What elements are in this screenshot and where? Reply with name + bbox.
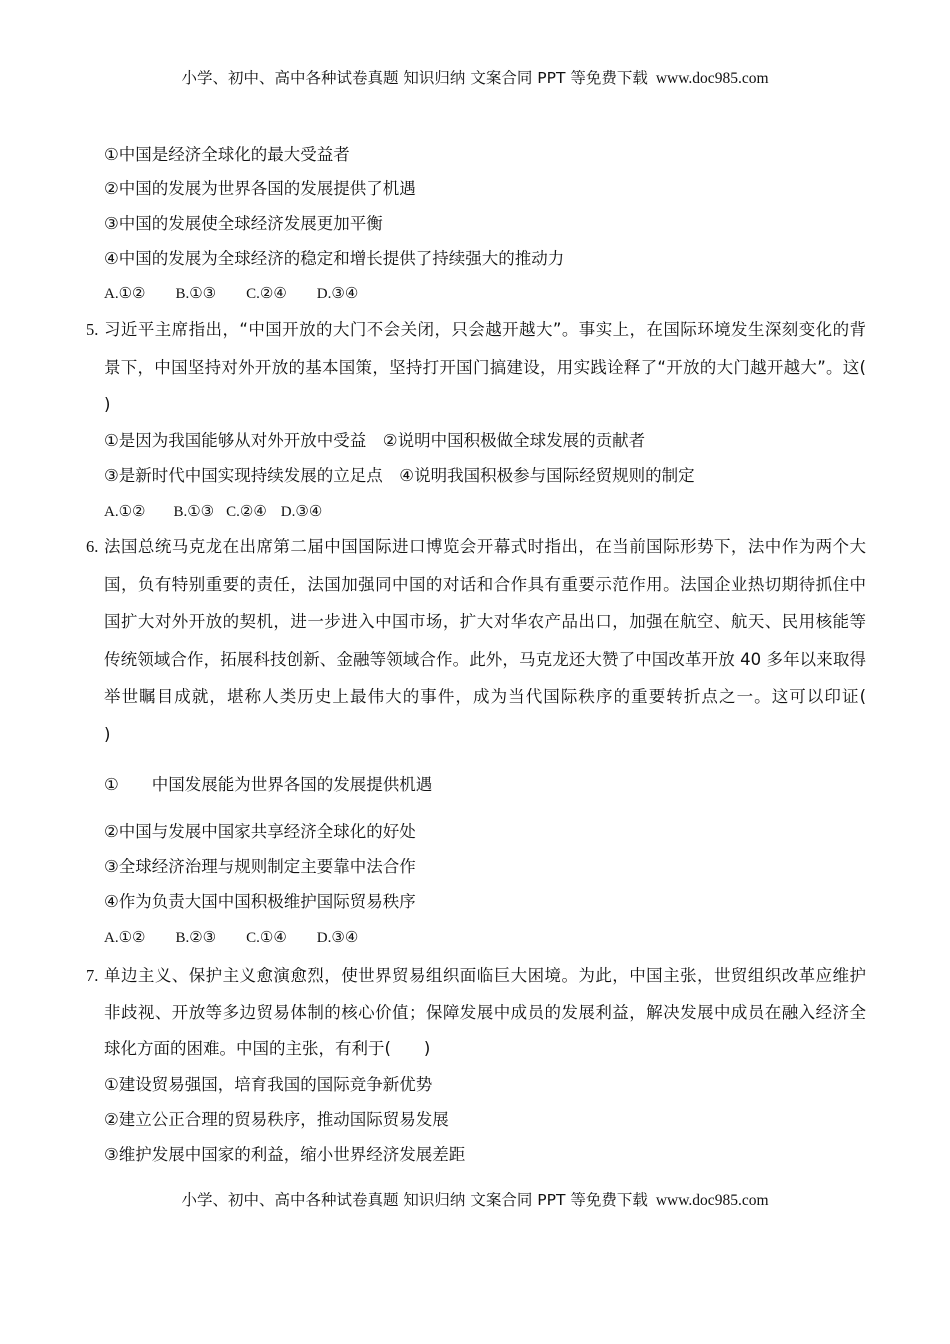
q7-line: 单边主义、保护主义愈演愈烈，使世界贸易组织面临巨大困境。为此，中国主张，世贸组织改革应维护 (104, 966, 866, 985)
q6-line: 国扩大对外开放的契机，进一步进入中国市场，扩大对华农产品出口，加强在航空、航天、民用核能等 (104, 612, 866, 631)
q6-item: ① 中国发展能为世界各国的发展提供机遇 (104, 775, 433, 794)
q4-item: ④中国的发展为全球经济的稳定和增长提供了持续强大的推动力 (104, 249, 565, 268)
q6-line: ) (104, 725, 111, 744)
page-footer: 小学、初中、高中各种试卷真题 知识归纳 文案合同 PPT 等免费下载 www.doc985.com (181, 1191, 769, 1209)
q7-line: 球化方面的困难。中国的主张，有利于( ) (104, 1039, 431, 1058)
q6-line: 传统领域合作，拓展科技创新、金融等领域合作。此外，马克龙还大赞了中国改革开放 40 多年以来取得 (104, 650, 866, 669)
q5-line: 习近平主席指出，“中国开放的大门不会关闭，只会越开越大”。事实上，在国际环境发生深刻变化的背 (104, 320, 866, 339)
q7-number: 7. (86, 966, 99, 985)
q6-options: A.①② B.②③ C.①④ D.③④ (104, 930, 359, 946)
q6-item: ③全球经济治理与规则制定主要靠中法合作 (104, 857, 416, 876)
q5-line: ) (104, 395, 111, 414)
header-link[interactable]: www.doc985.com (655, 70, 769, 87)
q6-number: 6. (86, 537, 99, 556)
q4-item: ②中国的发展为世界各国的发展提供了机遇 (104, 179, 416, 198)
q7-item: ②建立公正合理的贸易秩序，推动国际贸易发展 (104, 1110, 449, 1129)
q5-item: ①是因为我国能够从对外开放中受益 ②说明中国积极做全球发展的贡献者 (104, 431, 646, 450)
q7-item: ①建设贸易强国，培育我国的国际竞争新优势 (104, 1075, 433, 1094)
q5-line: 景下，中国坚持对外开放的基本国策，坚持打开国门搞建设，用实践诠释了“开放的大门越开越大”。这( (104, 358, 866, 377)
q7-line: 非歧视、开放等多边贸易体制的核心价值；保障发展中成员的发展利益，解决发展中成员在融入经济全 (104, 1003, 866, 1022)
q5-options: A.①② B.①③ C.②④ D.③④ (104, 504, 323, 520)
q4-options: A.①② B.①③ C.②④ D.③④ (104, 286, 359, 302)
footer-link[interactable]: www.doc985.com (655, 1192, 769, 1209)
q6-line: 举世瞩目成就，堪称人类历史上最伟大的事件，成为当代国际秩序的重要转折点之一。这可以印证( (104, 687, 866, 706)
q5-item: ③是新时代中国实现持续发展的立足点 ④说明我国积极参与国际经贸规则的制定 (104, 466, 695, 485)
page-header: 小学、初中、高中各种试卷真题 知识归纳 文案合同 PPT 等免费下载 www.doc985.com (181, 69, 769, 87)
q7-item: ③维护发展中国家的利益，缩小世界经济发展差距 (104, 1145, 466, 1164)
q4-item: ①中国是经济全球化的最大受益者 (104, 145, 350, 164)
q6-line: 法国总统马克龙在出席第二届中国国际进口博览会开幕式时指出，在当前国际形势下，法中作为两个大 (104, 537, 866, 556)
q6-item: ④作为负责大国中国积极维护国际贸易秩序 (104, 892, 416, 911)
q6-item: ②中国与发展中国家共享经济全球化的好处 (104, 822, 416, 841)
q4-item: ③中国的发展使全球经济发展更加平衡 (104, 214, 383, 233)
q5-number: 5. (86, 320, 99, 339)
q6-line: 国，负有特别重要的责任，法国加强同中国的对话和合作具有重要示范作用。法国企业热切期待抓住中 (104, 575, 866, 594)
